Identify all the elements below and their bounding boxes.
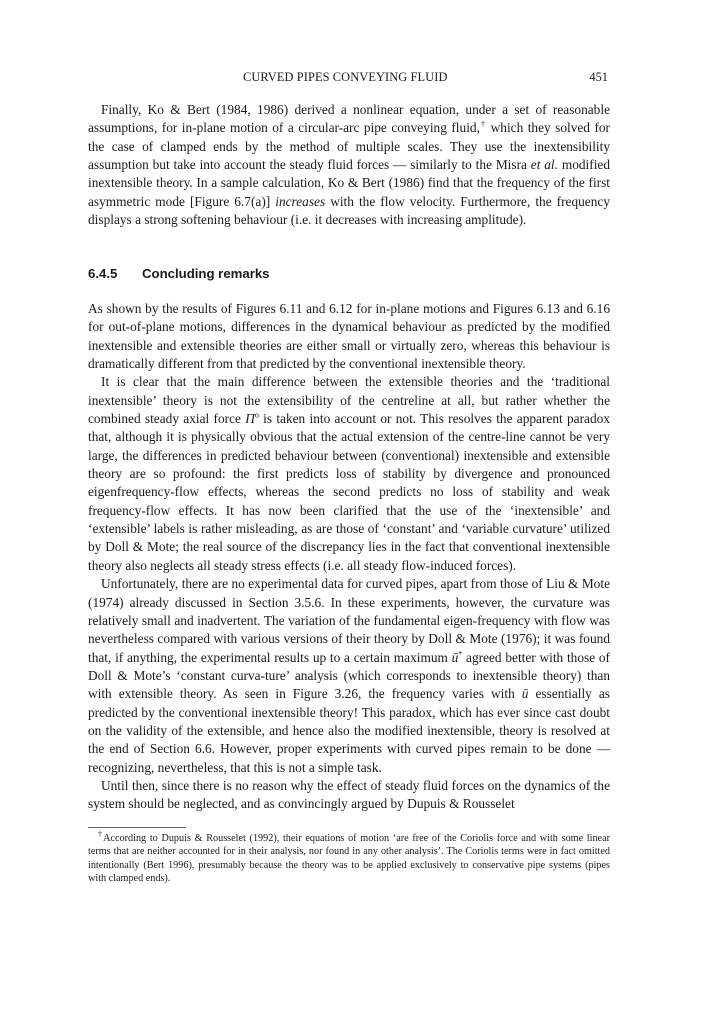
math-superscript: * xyxy=(458,649,463,659)
text-run: modified inextensible theory. In a sample calculation, Ko & Bert (1986) find that the frequency of the first asymmetric mode [Figure 6.7(a)] xyxy=(88,157,610,209)
emphasis: increases xyxy=(275,193,326,209)
running-title: CURVED PIPES CONVEYING FLUID xyxy=(243,70,448,84)
text-run: It is clear that the main difference between the extensible theories and the ‘traditional inextensible’ theory is not the extensibility of the centreline at all, but rather whether the combined steady axial force xyxy=(88,374,610,427)
paragraph xyxy=(88,101,610,229)
text-run: essentially as predicted by the conventional inextensible theory! This paradox, which has ever since cast doubt on the validity of the extensible, and hence also the modified inextensible, theory is resolved at the end of Section 6.6. However, proper experiments with curved pipes remain to be done — recognizing, nevertheless, that this is not a simple task. xyxy=(88,686,610,775)
paragraph: Until then, since there is no reason why the effect of steady fluid forces on the dynamics of the system should be neglected, and as convincingly argued by Dupuis & Rousselet xyxy=(88,777,610,812)
section-title: Concluding remarks xyxy=(142,266,270,281)
math-symbol: Π xyxy=(245,411,255,427)
footnote xyxy=(88,829,610,886)
footnote-marker: † xyxy=(479,119,487,129)
paragraph: As shown by the results of Figures 6.11 and 6.12 for in-plane motions and Figures 6.13 and 6.16 for out-of-plane motions, differences in the dynamical behaviour as predicted by the modified inextensible and extensible theories are either small or virtually zero, whereas this behaviour is dramatically different from that predicted by the conventional inextensible theory. xyxy=(88,301,610,372)
text-run: Unfortunately, there are no experimental data for curved pipes, apart from those of Liu & Mote (1974) already discussed in Section 3.5.6. In these experiments, however, the curvature was relatively small and inadvertent. The variation of the fundamental eigen-frequency with flow was nevertheless compared with various versions of their theory by Doll & Mote (1976); it was found that, if anything, the experimental results up to a certain maximum xyxy=(88,576,610,665)
text-run: According to Dupuis & Rousselet (1992), their equations of motion ‘are free of the Coriolis force and with some linear terms that are neither accounted for in their analysis, nor found in any other analysis’. The Coriolis terms were in fact omitted intentionally (Bert 1996), presumably because the theory was to be applied exclusively to conservative pipe systems (pipes with clamped ends). xyxy=(88,833,610,885)
text-run: Finally, Ko & Bert (1984, 1986) derived a nonlinear equation, under a set of reasonable assumptions, for in-plane motion of a circular-arc pipe conveying fluid, xyxy=(88,102,610,136)
footnote-marker: † xyxy=(98,829,104,839)
running-header xyxy=(88,70,608,86)
text-run: which they solved for the case of clamped ends by the method of multiple scales. They use the inextensibility assumption but take into account the steady fluid forces — similarly to the Misra xyxy=(88,120,611,173)
text-run: is taken into account or not. This resolves the apparent paradox that, although it is physically obvious that the actual extension of the centre-line cannot be very large, the differences in predicted behaviour between (conventional) inextensible and extensible theory are so profound: the first predicts loss of stability by divergence and pronounced eigenfrequency-flow effects, whereas the second predicts no loss of stability and weak frequency-flow effects. It has now been clarified that the use of the ‘inextensible’ and ‘extensible’ labels is rather misleading, as are those of ‘constant’ and ‘variable curvature’ utilized by Doll & Mote; the real source of the discrepancy lies in the fact that conventional inextensible theory also neglects all steady stress effects (i.e. all steady flow-induced forces). xyxy=(88,411,610,573)
text-run: with the flow velocity. Furthermore, the frequency displays a strong softening behaviour (i.e. it decreases with increasing amplitude). xyxy=(88,193,610,228)
intro-paragraph xyxy=(88,101,610,229)
concluding-remarks-body xyxy=(88,300,610,814)
emphasis: et al. xyxy=(530,157,558,173)
page-number: 451 xyxy=(589,70,608,84)
footnote-text xyxy=(88,829,610,886)
math-superscript: o xyxy=(254,410,259,420)
paragraph xyxy=(88,575,610,777)
text-run: agreed better with those of Doll & Mote’s ‘constant curva-ture’ analysis (which corresponds to inextensible theory) than with extensible theory. As seen in Figure 3.26, the frequency varies with xyxy=(88,649,610,702)
math-symbol: ū xyxy=(521,686,529,702)
section-number: 6.4.5 xyxy=(88,266,118,281)
section-heading xyxy=(88,266,270,281)
footnote-rule xyxy=(88,827,186,828)
math-symbol: ū xyxy=(451,649,459,665)
paragraph xyxy=(88,373,610,575)
